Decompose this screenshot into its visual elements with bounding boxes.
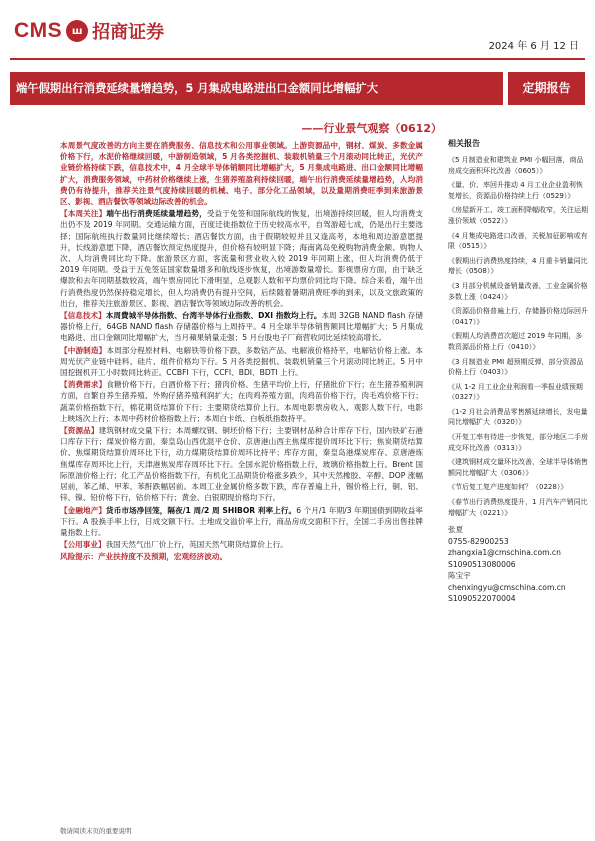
section-label: 【金融地产】 xyxy=(60,505,107,515)
header-divider xyxy=(10,58,585,60)
brand-logo xyxy=(14,18,164,44)
analyst-phone: 0755-82900253 xyxy=(448,536,509,546)
related-report-link[interactable]: 《开复工率有待进一步恢复，部分地区二手房成交环比改善（0313）》 xyxy=(448,433,588,452)
logo-text-cn: 招商证券 xyxy=(92,22,165,43)
analyst-license: S1090522070004 xyxy=(448,594,516,604)
analyst-name: 陈宝宇 xyxy=(448,571,471,581)
section-highlight: 本周費城半导体指数、台湾半导体行业指数、DXI 指数均上行。 xyxy=(105,311,322,321)
section-text: 受益于免签和国际航线的恢复，出境游持续回暖，但人均消费支出仍不及 2019 年同期。交通运输方面，百度迁徙指数位于历史较高水平，自驾游超七成，仍是出行主要选择；国际航班执行数量同比继续增长；酒店餐饮方面，由于假期较短并且又逢高考，本地和周边游意愿提升，长线游意愿下降，酒店餐饮预定热度提升，但价格有较明显下降；海南离岛免税购物消费金额、购物人次、人均消费同比均下降。旅游景区方面，客流量和营业收入较 2019 年同期上涨，但人均消费仍低于 2019 年同期。受益于五免签证国家数量增多和航线逐步恢复，出境游数量增长。影视票房方面，由于缺乏爆款和去年同期基数较高，端午票房同比下滑明显，总观影人数和平均票价同比均下降。综合来看，端午出行消费热度仍然保持稳定增长，但人均消费仍有提升空间，后续随着暑期消费旺季的到来，以及文旅政策的出台，推荐关注旅游景区、影视、酒店餐饮等领域边际改善的机会。 xyxy=(60,209,424,308)
section-highlight: 货币市场净回笼，隔夜/1 周/2 周 SHIBOR 利率上行。 xyxy=(106,505,297,515)
analyst-email[interactable]: zhangxia1@cmschina.com.cn xyxy=(448,548,561,558)
analyst-email[interactable]: chenxingyu@cmschina.com.cn xyxy=(448,582,566,592)
analyst-info xyxy=(448,524,588,605)
logo-text-en: CMS xyxy=(14,19,63,42)
footer-note: 敬请阅读末页的重要说明 xyxy=(60,827,132,835)
related-report-link[interactable]: 《房屋新开工、竣工面积降幅收窄，关注运期涨价领域（0522）》 xyxy=(448,206,588,225)
section-label: 【消费需求】 xyxy=(60,380,107,390)
related-reports-heading: 相关报告 xyxy=(448,139,480,148)
related-report-link[interactable]: 《建筑钢材成交量环比改善，全球半导体销售额同比增幅扩大（0306）》 xyxy=(448,458,588,477)
analyst-license: S1090513080006 xyxy=(448,559,516,569)
related-report-link[interactable]: 《5 月制造业和建筑业 PMI 小幅回落，商品房成交面积环比改善（0605）》 xyxy=(448,156,584,175)
section-label: 【信息技术】 xyxy=(60,311,106,321)
section-label: 【公用事业】 xyxy=(60,540,106,550)
report-date: 2024 年 6 月 12 日 xyxy=(488,41,579,52)
related-reports-list xyxy=(448,155,588,518)
section-resources xyxy=(60,425,423,503)
related-report-link[interactable]: 《3 月部分机械设备销量改善，工业金属价格多数上涨（0424）》 xyxy=(448,281,588,301)
related-report-link[interactable]: 《节后复工复产进度如何？（0228）》 xyxy=(448,483,568,492)
report-title: 端午假期出行消费延续量增趋势，5 月集成电路进出口金额同比增幅扩大 xyxy=(10,72,503,105)
summary-paragraph: 本周景气度改善的方向主要在消费服务、信息技术和公用事业领域。上游资源品中，钢材、煤炭、多数金属价格下行，水泥价格继续回暖，中游制造领域，5 月各类挖掘机、装载机销量三个月滚动同比转正，光伏产业链价格持续下跌，信息技术中，4 月全球半导体销额同比增幅扩大，5 月集成电路进、出口金额同比增幅扩大，消费服务领域，中药材价格继续上涨，生猪养殖盈利持续回暖，端午出行消费延续量增趋势，人均消费仍有待提升，推荐关注景气度持续回暖的机械、电子、部分化工品领域，以及量期消费旺季到来旅游景区、影视、酒店餐饮等领域边际改善的机会。 xyxy=(60,141,423,207)
related-report-link[interactable]: 《1-2 月社会消费品零售额延续增长，发电量同比增幅扩大（0320）》 xyxy=(448,407,588,427)
related-report-link[interactable]: 《资源品价格普遍上行，存储器价格边际回升（0417）》 xyxy=(448,307,588,326)
main-content xyxy=(60,140,423,563)
section-weekly-focus xyxy=(60,208,423,309)
section-label: 【中游制造】 xyxy=(60,345,107,355)
section-consumer-demand xyxy=(60,379,423,424)
section-label: 【资源品】 xyxy=(60,426,99,436)
section-text: 食糖价格下行，白酒价格下行；猪肉价格、生猪平均价上行，仔猪批价下行；在生猪养殖利润方面，自繁自养生猪养殖、外购仔猪养殖利润扩大；在肉鸡养殖方面，肉鸡苗价格下行，肉毛鸡价格下行；蔬菜价格指数下行，棉花期货结算价下行；主要期货结算价上行。本周电影票房收入、观影人数下行，电影上映场次上行；本周中药材价格指数上行；本周白卡纸、白板纸指数持平。 xyxy=(60,380,423,423)
related-report-link[interactable]: 《假期人均消费首次超过 2019 年同期，多数资源品价格上行（0410）》 xyxy=(448,332,583,351)
section-information-tech xyxy=(60,310,423,344)
section-text: 6 个月/1 年期/3 年期国债到期收益率下行。A 股换手率上行，日成交额下行。土地成交溢价率上行，商品房成交面积下行，全国二手房出售挂牌量指数上行。 xyxy=(60,505,423,537)
related-report-link[interactable]: 《3 月制造业 PMI 超预期反弹，部分资源品价格上行（0403）》 xyxy=(448,357,584,377)
section-utilities xyxy=(60,539,423,550)
section-text: 本周 32GB NAND flash 存储器价格上行，64GB NAND flash 存储器价格与上周持平。4 月全球半导体销售额同比增幅扩大；5 月集成电路进、出口金额同比增幅扩大，当月蘋果销量走强；5 月台股电子厂商营收同比延续较高增长。 xyxy=(60,311,424,343)
section-text: 我国天然气出厂价上行，英国天然气期货结算价上行。 xyxy=(105,540,288,550)
related-report-link[interactable]: 《春节出行消费热度提升，1 月汽车产销同比增幅扩大（0221）》 xyxy=(448,498,588,517)
report-subtitle: ——行业景气观察（0612） xyxy=(301,122,442,135)
section-midstream-manufacturing xyxy=(60,345,423,379)
analyst-name: 张夏 xyxy=(448,525,464,535)
risk-warning: 风险提示：产业扶持度不及预期，宏观经济波动。 xyxy=(60,552,228,562)
related-report-link[interactable]: 《假期出行消费热度持续，4 月重卡销量同比增长（0508）》 xyxy=(448,256,588,276)
related-report-link[interactable]: 《4 月集成电路进口改善，关税加征影响或有限（0515）》 xyxy=(448,231,588,251)
sidebar xyxy=(448,138,588,605)
logo-mark-icon: ш xyxy=(66,20,88,42)
section-text: 本周部分程原材料、电解铁等价格下跌，多数钴产品、电解液价格持平，电解钴价格上涨。本周光伏产业链中硅料、硅片、组件价格均下行。5 月各类挖掘机、装载机销量三个月滚动同比转正。5 月中国挖掘机开工小时数同比转正。CCBFI 下行，CCFI、BDI、BDTI 上行。 xyxy=(60,345,423,378)
section-finance-realestate xyxy=(60,505,423,539)
report-type-tag: 定期报告 xyxy=(508,72,585,105)
related-report-link[interactable]: 《从 1-2 月工业企业利润看一季报业绩预期（0327）》 xyxy=(448,382,583,402)
section-text: 建筑钢材成交量下行；本周螺纹钢、铜坯价格下行；主要钢材品种合计库存下行，国内铁矿石港口库存下行；煤炭价格方面，秦皇岛山西优混平仓价、京唐港山西主焦煤库提价周环比下行；焦炭期货结算价、焦煤期货结算价周环比下行，动力煤期货结算价周环比持平；库存方面，秦皇岛港煤炭库存、京唐港炼焦煤库存周环比上行，天津港焦炭库存周环比下行。全国水泥价格指数上行，玻璃价格指数上行。Brent 国际原油价格上行；化工产品价格指数下行，有机化工品期货价格涨多跌少，其中天然橡胶、辛醇、DOP 涨幅居前，苯乙烯、甲苯、苯酐跌幅居前。本周工业金属价格多数下跌，库存普遍上升，锡价格上行，铜、铝、锌、镍、铅价格下行，钴价格下行；黄金、白银期现价格均下行。 xyxy=(60,426,424,503)
section-label: 【本周关注】 xyxy=(60,209,107,219)
related-report-link[interactable]: 《量、价、率回升推动 4 月工业企业盈利恢复增长，资源品价格持续上行（0529）》 xyxy=(448,181,583,200)
section-highlight: 端午出行消费延续量增趋势， xyxy=(106,209,207,219)
